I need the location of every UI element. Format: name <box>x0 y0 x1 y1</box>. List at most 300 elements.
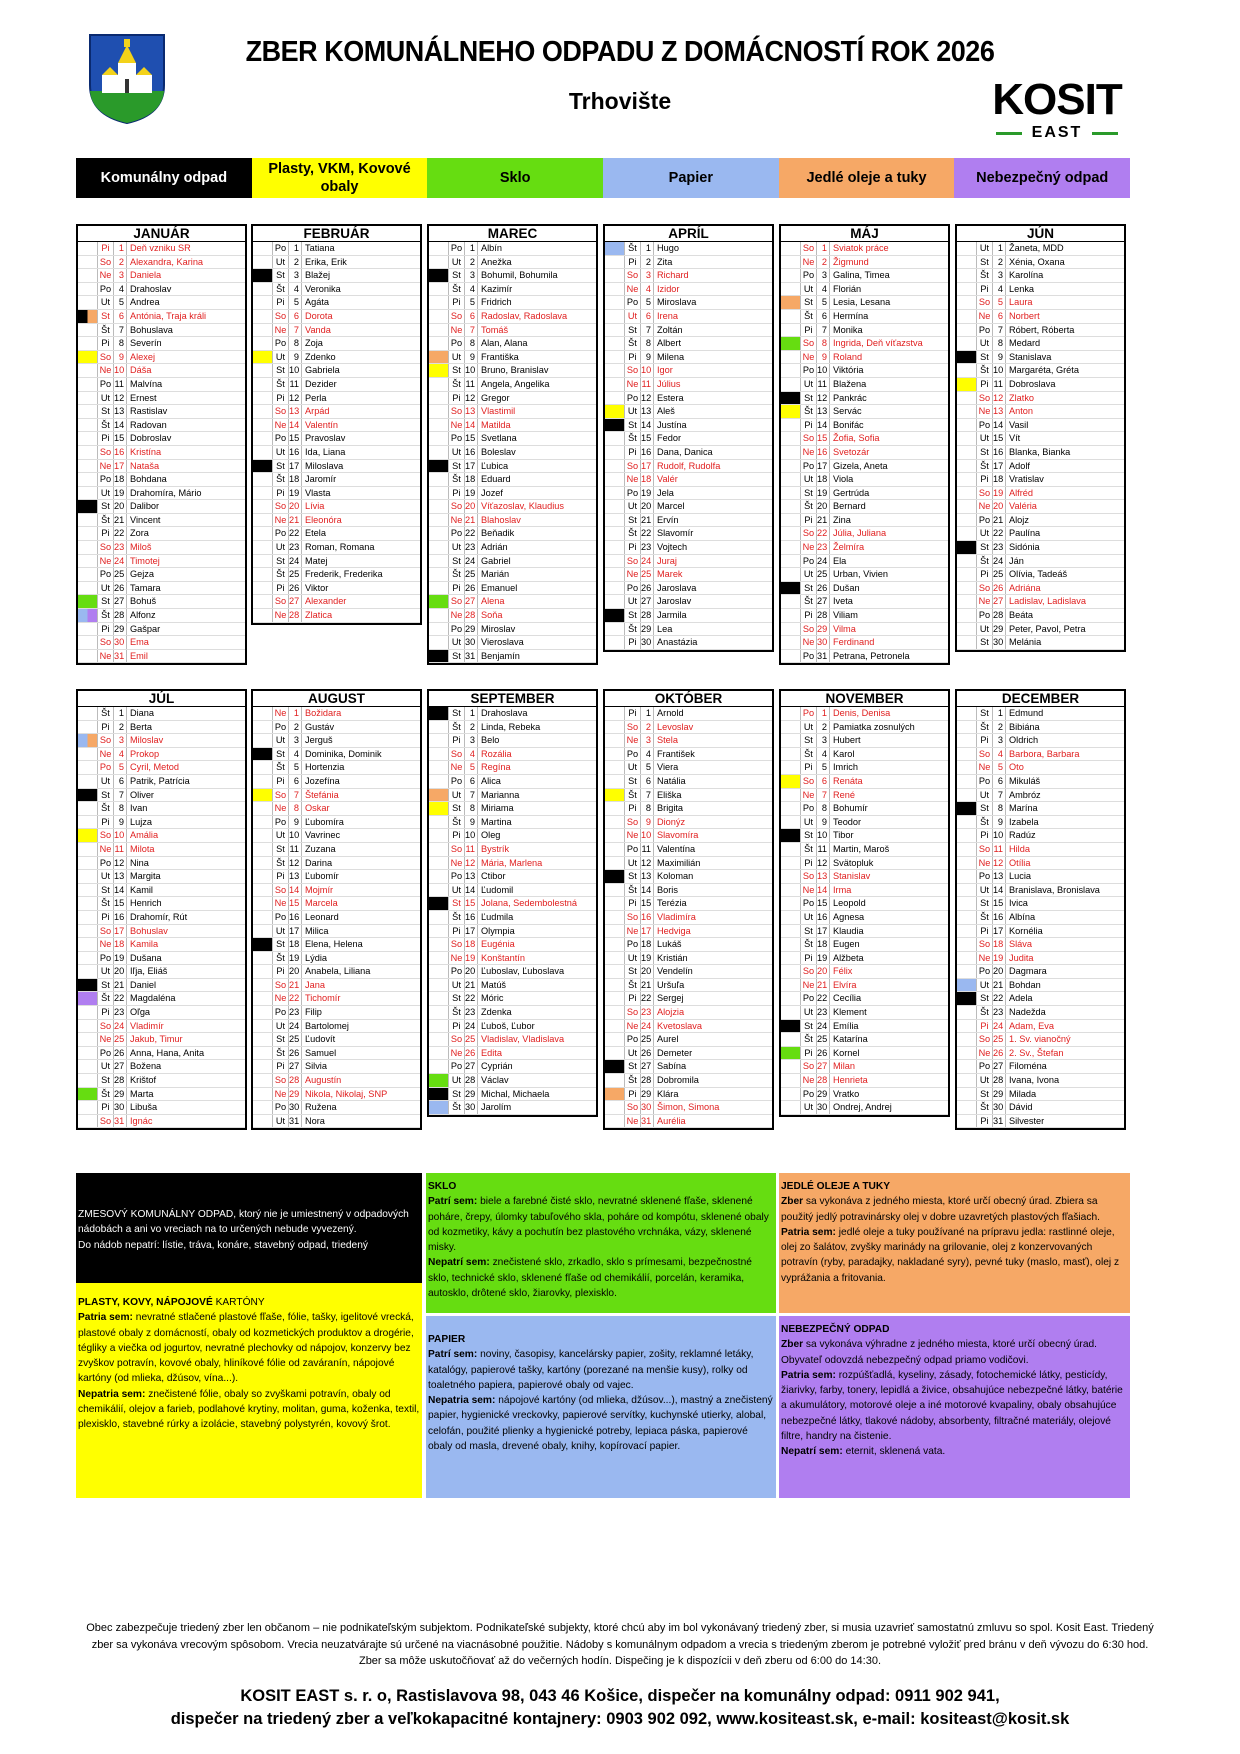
name-day: Oliver <box>130 789 154 800</box>
footer-note: Obec zabezpečuje triedený zber len občanom – nie podnikateľským subjektom. Podnikateľské subjekty, ktoré chcú aby im bol vykonávaný triedený zber, si musia uzavrieť samostatnú zmluvu so spol. Kosit East. Triedený zber sa vykonáva vrecovým spôsobom. Vrecia neuzatvárajte sú určené na viacnásobné použitie. Nádoby s komunálnym odpadom a vrecia s triedeným zberom je potrebné vyložiť pred bránu v deň vývozu do 6:30 hod. Zber sa môže uskutočňovať až do večerných hodín. Dispečing je k dispozícii v deň zberu od 6:00 do 14:30. <box>86 1622 1154 1667</box>
name-day: Milota <box>130 843 155 854</box>
day-number: 8 <box>465 802 478 815</box>
day-number: 9 <box>465 816 478 829</box>
collection-marker <box>781 1006 801 1019</box>
weekday: St <box>801 582 817 595</box>
name-day: Urban, Vivien <box>833 569 888 580</box>
day-number: 29 <box>114 623 127 636</box>
day-row <box>781 884 948 898</box>
name-day: Emanuel <box>481 582 518 593</box>
day-number: 16 <box>817 911 830 924</box>
logo-main: KOSIT <box>992 75 1122 124</box>
collection-marker <box>78 761 98 774</box>
weekday: Št <box>273 568 289 581</box>
day-row <box>78 1020 245 1034</box>
day-row <box>78 337 245 351</box>
day-row <box>78 884 245 898</box>
weekday: Ne <box>98 843 114 856</box>
day-row <box>781 460 948 474</box>
name-day: Vladimíra <box>657 911 696 922</box>
day-number: 15 <box>993 897 1006 910</box>
day-row <box>78 296 245 310</box>
info-nebezpecny-z: sa vykonáva výhradne z jedného miesta, ktoré určí obecný úrad. Obyvateľ odovzdá nebezpečný odpad priamo vodičovi. <box>781 1339 1097 1366</box>
day-number: 11 <box>289 843 302 856</box>
name-day: Igor <box>657 365 673 376</box>
day-number: 18 <box>114 938 127 951</box>
collection-marker <box>429 500 449 513</box>
day-row <box>957 446 1124 460</box>
name-day: Bonifác <box>833 419 864 430</box>
day-number: 8 <box>817 802 830 815</box>
day-number: 29 <box>993 623 1006 636</box>
day-row <box>605 734 772 748</box>
collection-marker <box>429 555 449 568</box>
weekday: So <box>449 748 465 761</box>
collection-marker <box>781 650 801 663</box>
day-row <box>781 1033 948 1047</box>
name-day: Cyril, Metod <box>130 762 180 773</box>
name-day: Klement <box>833 1007 867 1018</box>
collection-marker <box>253 1033 273 1046</box>
weekday: Ne <box>801 884 817 897</box>
name-day: Jaroslav <box>657 596 692 607</box>
weekday: So <box>625 1101 641 1114</box>
weekday: Ne <box>449 514 465 527</box>
collection-marker <box>253 938 273 951</box>
weekday: Ut <box>801 721 817 734</box>
collection-marker <box>78 1074 98 1087</box>
day-number: 29 <box>817 1088 830 1101</box>
weekday: Po <box>273 1101 289 1114</box>
day-number: 31 <box>465 650 478 663</box>
name-day: Viliam <box>833 610 858 621</box>
day-row <box>78 843 245 857</box>
collection-marker <box>253 514 273 527</box>
collection-marker <box>78 829 98 842</box>
day-row <box>957 979 1124 993</box>
collection-marker <box>78 1047 98 1060</box>
collection-marker <box>429 965 449 978</box>
name-day: Július <box>657 378 681 389</box>
weekday: St <box>977 1088 993 1101</box>
weekday: Ne <box>977 500 993 513</box>
day-number: 16 <box>114 911 127 924</box>
collection-marker <box>957 816 977 829</box>
info-papier-title: PAPIER <box>428 1334 466 1345</box>
collection-marker <box>957 623 977 636</box>
month-2 <box>427 224 598 665</box>
day-row <box>78 487 245 501</box>
day-number: 29 <box>465 623 478 636</box>
day-row <box>429 582 596 596</box>
weekday: So <box>449 405 465 418</box>
name-day: Blažej <box>305 270 331 281</box>
day-row <box>957 460 1124 474</box>
weekday: Št <box>449 721 465 734</box>
weekday: Pi <box>977 925 993 938</box>
day-number: 4 <box>465 283 478 296</box>
collection-marker <box>429 636 449 649</box>
name-day: Vladislav, Vladislava <box>481 1034 565 1045</box>
day-row <box>781 748 948 762</box>
weekday: Št <box>977 911 993 924</box>
day-number: 23 <box>641 1006 654 1019</box>
day-number: 26 <box>114 582 127 595</box>
name-day: Vendelín <box>657 966 693 977</box>
day-row <box>605 595 772 609</box>
day-number: 19 <box>114 487 127 500</box>
day-number: 14 <box>641 419 654 432</box>
collection-marker <box>605 351 625 364</box>
weekday: Pi <box>801 1047 817 1060</box>
weekday: Št <box>98 419 114 432</box>
day-number: 18 <box>641 938 654 951</box>
day-number: 6 <box>993 775 1006 788</box>
day-row <box>957 857 1124 871</box>
collection-marker <box>781 337 801 350</box>
day-number: 17 <box>114 925 127 938</box>
name-day: Matej <box>305 555 328 566</box>
collection-marker <box>605 256 625 269</box>
day-row <box>605 473 772 487</box>
day-number: 18 <box>289 938 302 951</box>
collection-marker <box>253 392 273 405</box>
day-number: 8 <box>114 337 127 350</box>
day-number: 1 <box>993 242 1006 255</box>
collection-marker <box>605 816 625 829</box>
day-row <box>957 500 1124 514</box>
day-row <box>253 843 420 857</box>
day-number: 16 <box>465 446 478 459</box>
name-day: Angela, Angelika <box>481 378 550 389</box>
day-row <box>429 911 596 925</box>
day-number: 3 <box>114 734 127 747</box>
day-row <box>78 1033 245 1047</box>
collection-marker <box>429 623 449 636</box>
name-day: Antónia, Traja králi <box>130 310 207 321</box>
day-number: 5 <box>817 761 830 774</box>
day-row <box>78 650 245 664</box>
collection-marker <box>253 500 273 513</box>
weekday: St <box>625 965 641 978</box>
name-day: Zlatko <box>1009 392 1035 403</box>
name-day: Pamiatka zosnulých <box>833 721 915 732</box>
day-row <box>957 310 1124 324</box>
day-number: 10 <box>289 829 302 842</box>
day-number: 11 <box>114 843 127 856</box>
day-row <box>429 1020 596 1034</box>
name-day: Dionýz <box>657 816 686 827</box>
day-number: 16 <box>114 446 127 459</box>
collection-marker <box>957 829 977 842</box>
day-number: 13 <box>465 405 478 418</box>
day-row <box>957 256 1124 270</box>
weekday: St <box>449 1088 465 1101</box>
name-day: Svätopluk <box>833 857 874 868</box>
collection-marker <box>957 979 977 992</box>
weekday: Po <box>625 487 641 500</box>
weekday: Ut <box>98 870 114 883</box>
collection-marker <box>605 595 625 608</box>
name-day: Demeter <box>657 1047 693 1058</box>
name-day: Ambróz <box>1009 789 1041 800</box>
name-day: Anežka <box>481 256 512 267</box>
day-row <box>781 595 948 609</box>
day-row <box>253 283 420 297</box>
day-row <box>253 432 420 446</box>
name-day: Gertrúda <box>833 487 870 498</box>
day-row <box>78 446 245 460</box>
day-row <box>429 650 596 664</box>
name-day: Milica <box>305 925 329 936</box>
day-number: 13 <box>289 870 302 883</box>
weekday: St <box>625 609 641 622</box>
collection-marker <box>781 324 801 337</box>
weekday: Pi <box>625 351 641 364</box>
day-number: 23 <box>465 541 478 554</box>
collection-marker <box>781 256 801 269</box>
day-row <box>253 734 420 748</box>
collection-marker <box>605 952 625 965</box>
collection-marker <box>253 242 273 255</box>
day-row <box>957 761 1124 775</box>
month-6 <box>76 689 247 1130</box>
name-day: Božidara <box>305 708 342 718</box>
day-number: 21 <box>817 979 830 992</box>
day-row <box>429 884 596 898</box>
name-day: Amália <box>130 830 159 841</box>
day-row <box>605 609 772 623</box>
day-number: 20 <box>993 500 1006 513</box>
day-row <box>78 911 245 925</box>
weekday: Pi <box>273 392 289 405</box>
collection-marker <box>605 721 625 734</box>
collection-marker <box>78 748 98 761</box>
day-row <box>605 897 772 911</box>
weekday: Po <box>977 870 993 883</box>
day-number: 16 <box>817 446 830 459</box>
collection-marker <box>78 364 98 377</box>
name-day: Vlasta <box>305 487 331 498</box>
day-number: 12 <box>289 392 302 405</box>
name-day: Branislava, Bronislava <box>1009 884 1100 895</box>
day-number: 24 <box>289 1020 302 1033</box>
day-row <box>78 857 245 871</box>
day-number: 18 <box>289 473 302 486</box>
day-number: 30 <box>817 1101 830 1114</box>
day-number: 18 <box>817 473 830 486</box>
day-number: 13 <box>993 870 1006 883</box>
weekday: Ne <box>801 789 817 802</box>
day-row <box>78 419 245 433</box>
weekday: Št <box>625 623 641 636</box>
day-row <box>78 623 245 637</box>
name-day: Milada <box>1009 1088 1037 1099</box>
name-day: Viola <box>833 474 854 485</box>
name-day: Dalibor <box>130 501 160 512</box>
day-row <box>957 582 1124 596</box>
day-row <box>429 1088 596 1102</box>
weekday: Ne <box>273 419 289 432</box>
collection-marker <box>78 500 98 513</box>
weekday: Št <box>273 283 289 296</box>
name-day: Marcel <box>657 501 685 512</box>
collection-marker <box>781 364 801 377</box>
day-number: 25 <box>289 568 302 581</box>
name-day: Bohumír <box>833 803 868 814</box>
day-row <box>253 707 420 721</box>
weekday: Ut <box>98 487 114 500</box>
name-day: Alexander <box>305 596 347 607</box>
collection-marker <box>957 324 977 337</box>
name-day: Sviatok práce <box>833 243 889 253</box>
collection-marker <box>253 446 273 459</box>
day-row <box>429 775 596 789</box>
name-day: Rastislav <box>130 406 168 417</box>
collection-marker <box>957 802 977 815</box>
day-number: 15 <box>289 897 302 910</box>
weekday: Pi <box>801 514 817 527</box>
collection-marker <box>605 1074 625 1087</box>
collection-marker <box>253 802 273 815</box>
day-row <box>957 555 1124 569</box>
day-row <box>781 555 948 569</box>
weekday: Ut <box>449 636 465 649</box>
name-day: Kvetoslava <box>657 1020 702 1031</box>
day-number: 23 <box>993 1006 1006 1019</box>
collection-marker <box>253 884 273 897</box>
collection-marker <box>957 1006 977 1019</box>
name-day: Magdaléna <box>130 993 176 1004</box>
day-row <box>253 789 420 803</box>
name-day: Ľudmila <box>481 911 514 922</box>
day-row <box>781 392 948 406</box>
day-number: 13 <box>289 405 302 418</box>
collection-marker <box>781 527 801 540</box>
day-number: 1 <box>817 242 830 255</box>
weekday: Št <box>625 527 641 540</box>
name-day: Viera <box>657 762 679 773</box>
collection-marker <box>957 473 977 486</box>
day-row <box>605 1020 772 1034</box>
weekday: St <box>98 1074 114 1087</box>
day-row <box>605 789 772 803</box>
weekday: St <box>273 748 289 761</box>
day-number: 3 <box>817 734 830 747</box>
weekday: Ne <box>625 1020 641 1033</box>
collection-marker <box>605 609 625 622</box>
weekday: So <box>801 1060 817 1073</box>
info-plasty <box>76 1283 422 1498</box>
day-row <box>605 392 772 406</box>
day-row <box>605 242 772 256</box>
info-komunal-title: ZMESOVÝ KOMUNÁLNY ODPAD, <box>78 1209 237 1220</box>
weekday: Ne <box>98 364 114 377</box>
day-row <box>957 405 1124 419</box>
collection-marker <box>781 748 801 761</box>
day-row <box>429 419 596 433</box>
name-day: Bohdana <box>130 474 167 485</box>
name-day: Cecília <box>833 993 862 1004</box>
day-number: 7 <box>465 789 478 802</box>
name-day: Tomáš <box>481 324 509 335</box>
name-day: Ondrej, Andrej <box>833 1102 892 1113</box>
day-number: 7 <box>993 324 1006 337</box>
day-row <box>253 1020 420 1034</box>
info-komunal <box>76 1173 422 1283</box>
collection-marker <box>78 897 98 910</box>
day-row <box>781 609 948 623</box>
day-row <box>605 761 772 775</box>
weekday: Ut <box>273 351 289 364</box>
day-row <box>429 1060 596 1074</box>
day-number: 27 <box>993 1060 1006 1073</box>
weekday: Ut <box>273 446 289 459</box>
day-row <box>957 843 1124 857</box>
day-row <box>957 816 1124 830</box>
collection-marker <box>781 707 801 720</box>
collection-marker <box>605 582 625 595</box>
month-9 <box>603 689 774 1130</box>
day-number: 18 <box>114 473 127 486</box>
day-number: 23 <box>993 541 1006 554</box>
weekday: Ut <box>273 925 289 938</box>
collection-marker <box>781 1047 801 1060</box>
weekday: St <box>449 269 465 282</box>
name-day: Justína <box>657 419 687 430</box>
weekday: Pi <box>977 378 993 391</box>
name-day: Valentín <box>305 419 339 430</box>
collection-marker <box>957 269 977 282</box>
name-day: Pravoslav <box>305 433 346 444</box>
collection-marker <box>429 1047 449 1060</box>
name-day: Oľga <box>130 1007 151 1018</box>
day-row <box>429 446 596 460</box>
name-day: Marta <box>130 1088 154 1099</box>
collection-marker <box>781 1088 801 1101</box>
day-number: 26 <box>993 1047 1006 1060</box>
collection-marker <box>78 473 98 486</box>
weekday: Ne <box>977 952 993 965</box>
name-day: Elena, Helena <box>305 939 363 950</box>
day-row <box>605 965 772 979</box>
weekday: Pi <box>273 870 289 883</box>
name-day: Dana, Danica <box>657 446 713 457</box>
day-row <box>781 582 948 596</box>
weekday: So <box>977 296 993 309</box>
day-row <box>429 337 596 351</box>
day-row <box>781 419 948 433</box>
weekday: Ne <box>98 938 114 951</box>
day-row <box>781 965 948 979</box>
name-day: Severín <box>130 338 162 349</box>
weekday: Ut <box>801 473 817 486</box>
name-day: Elvíra <box>833 979 857 990</box>
day-row <box>781 269 948 283</box>
name-day: Eugen <box>833 939 860 950</box>
weekday: Po <box>273 432 289 445</box>
name-day: Kamila <box>130 939 159 950</box>
day-number: 11 <box>289 378 302 391</box>
weekday: Ne <box>977 761 993 774</box>
day-row <box>253 555 420 569</box>
name-day: Drahomíra, Mário <box>130 487 202 498</box>
name-day: Imrich <box>833 762 859 773</box>
weekday: Ut <box>977 789 993 802</box>
collection-marker <box>781 938 801 951</box>
day-number: 30 <box>993 636 1006 649</box>
day-number: 8 <box>114 802 127 815</box>
